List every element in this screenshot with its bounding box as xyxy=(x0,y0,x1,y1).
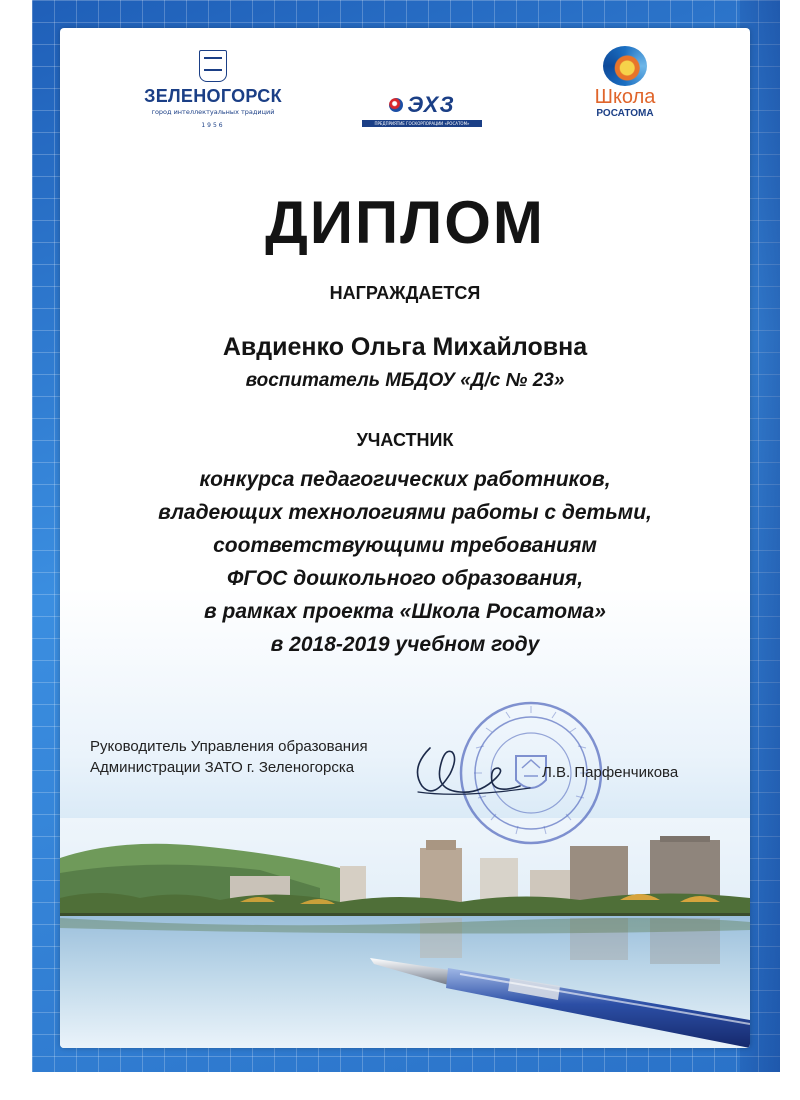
ehz-atom-icon xyxy=(389,98,403,112)
description-line: в 2018-2019 учебном году xyxy=(270,633,540,656)
description-line: соответствующими требованиям xyxy=(213,534,597,557)
handwritten-signature-icon xyxy=(400,728,540,818)
description-line: в рамках проекта «Школа Росатома» xyxy=(204,600,606,623)
diploma-sheet xyxy=(60,28,750,1048)
ehz-name: ЭХЗ xyxy=(407,92,455,117)
zelenogorsk-emblem-icon xyxy=(199,50,227,82)
description-line: ФГОС дошкольного образования, xyxy=(226,567,584,590)
rosatom-school-word: Школа xyxy=(594,86,656,108)
diploma-title: ДИПЛОМ xyxy=(265,189,545,256)
participant-status: УЧАСТНИК xyxy=(356,430,454,450)
rosatom-name: РОСАТОМА xyxy=(596,108,654,119)
ehz-subtitle: ПРЕДПРИЯТИЕ ГОСКОРПОРАЦИИ «РОСАТОМ» xyxy=(362,120,482,127)
recipient-position: воспитатель МБДОУ «Д/с № 23» xyxy=(245,370,565,391)
description-line: конкурса педагогических работников, xyxy=(199,468,611,491)
signatory-role-line: Руководитель Управления образования xyxy=(90,738,368,755)
rosatom-swirl-icon xyxy=(603,46,647,86)
description-line: владеющих технологиями работы с детьми, xyxy=(158,501,652,524)
recipient-name: Авдиенко Ольга Михайловна xyxy=(222,333,588,361)
signatory-role xyxy=(90,736,368,778)
contest-description xyxy=(60,463,750,661)
rosatom-school-logo xyxy=(580,46,670,119)
ehz-logo xyxy=(362,92,482,127)
zelenogorsk-subtitle: город интеллектуальных традиций xyxy=(151,108,275,116)
awarded-label: НАГРАЖДАЕТСЯ xyxy=(329,283,481,303)
signatory-role-line: Администрации ЗАТО г. Зеленогорска xyxy=(90,759,355,776)
zelenogorsk-name: ЗЕЛЕНОГОРСК xyxy=(144,86,282,106)
zelenogorsk-logo xyxy=(138,50,288,129)
zelenogorsk-year: 1956 xyxy=(201,122,225,129)
pen-icon xyxy=(360,928,750,1048)
signatory-name: Л.В. Парфенчикова xyxy=(542,764,679,781)
